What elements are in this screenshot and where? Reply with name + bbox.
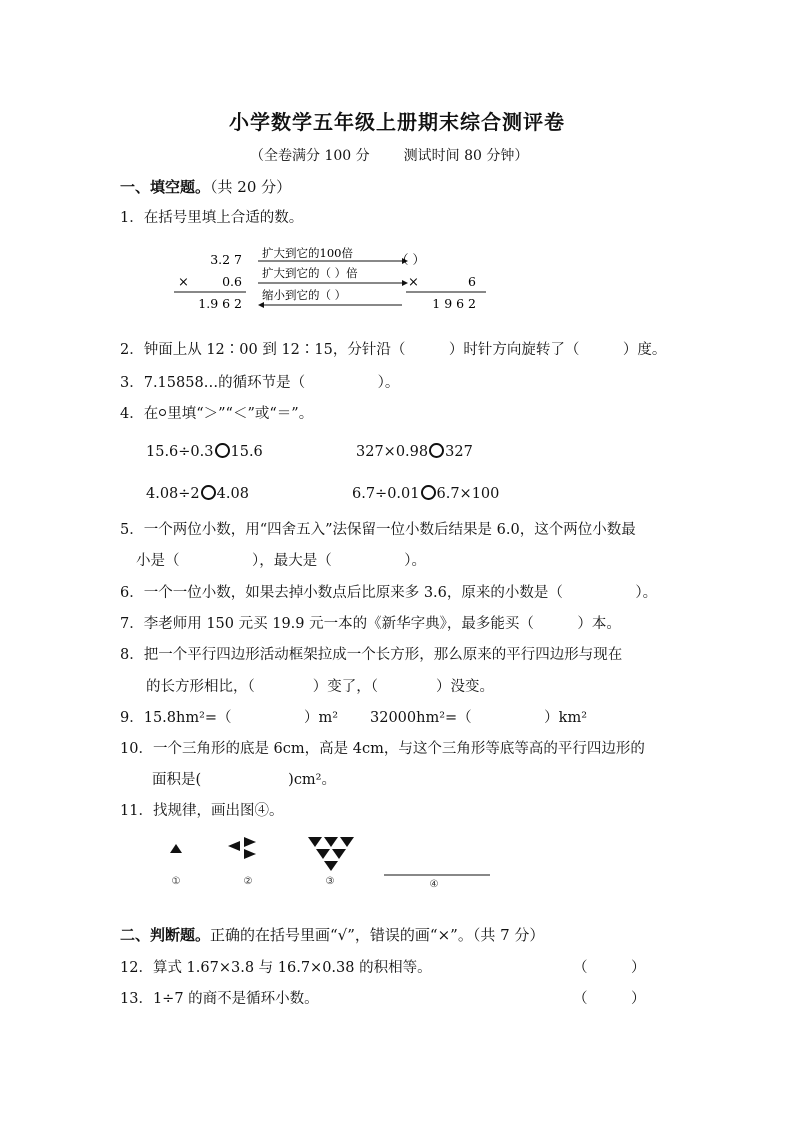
q11-label-3: ③ (325, 876, 335, 887)
question-3: 3．7.15858…的循环节是（ ）。 (120, 375, 400, 391)
section-1-title: 一、填空题。 (120, 178, 211, 196)
q1-arrow3-label: 缩小到它的（ ） (262, 288, 347, 302)
q4-prefix: 4．在 (120, 406, 159, 422)
q4-c-left: 4.08÷2 (146, 486, 200, 502)
q4-c-right: 4.08 (216, 486, 249, 502)
q4-item-b (356, 443, 473, 460)
q11-label-4: ④ (429, 879, 439, 890)
q1-right-result: 1 9 6 2 (432, 296, 476, 311)
question-8-line1: 8．把一个平行四边形活动框架拉成一个长方形，那么原来的平行四边形与现在 (120, 647, 623, 663)
q4-b-left: 327×0.98 (356, 444, 429, 460)
triangle-icon (308, 837, 322, 847)
triangle-icon (228, 841, 240, 851)
circle-icon (159, 409, 166, 416)
q4-item-a (146, 443, 263, 460)
question-6: 6．一个一位小数，如果去掉小数点后比原来多 3.6，原来的小数是（ ）。 (120, 585, 658, 601)
triangle-icon (170, 844, 182, 853)
test-time: 测试时间 80 分钟） (403, 148, 529, 164)
compare-circle-icon[interactable] (215, 443, 230, 458)
q1-arrow3-head (258, 302, 264, 308)
q1-left-mid: 0.6 (222, 274, 242, 289)
q1-right-times: × (408, 275, 419, 290)
exam-info (250, 145, 528, 165)
q11-label-2: ② (243, 876, 253, 887)
triangle-icon (332, 849, 346, 859)
triangle-icon (244, 849, 256, 859)
question-9-part1: 9．15.8hm²=（ ）m² (120, 710, 339, 726)
q4-item-d (352, 485, 499, 502)
page-title: 小学数学五年级上册期末综合测评卷 (229, 110, 565, 134)
q4-d-right: 6.7×100 (436, 486, 500, 502)
q11-label-1: ① (171, 876, 181, 887)
section-2-heading (120, 924, 544, 945)
q12-answer-bracket[interactable]: （ ） (573, 960, 646, 976)
triangle-icon (244, 837, 256, 847)
q11-pattern-figure (160, 832, 500, 894)
section-1-heading (120, 176, 291, 197)
full-score: （全卷满分 100 分 (250, 148, 370, 164)
q1-left-top: 3.2 7 (210, 252, 242, 267)
compare-circle-icon[interactable] (421, 485, 436, 500)
triangle-icon (324, 837, 338, 847)
triangle-icon (324, 861, 338, 871)
question-9-part2: 32000hm²=（ ）km² (370, 710, 588, 726)
question-10-line2: 面积是( )cm²。 (152, 772, 336, 788)
question-5-line1: 5．一个两位小数，用“四舍五入”法保留一位小数后结果是 6.0，这个两位小数最 (120, 522, 636, 538)
q1-diagram (170, 240, 500, 316)
section-1-points: （共 20 分） (210, 178, 292, 196)
compare-circle-icon[interactable] (201, 485, 216, 500)
q1-arrow2-label: 扩大到它的（ ）倍 (262, 266, 358, 280)
section-2-title: 二、判断题。 (120, 926, 211, 944)
q4-item-c (146, 485, 249, 502)
question-12: 12．算式 1.67×3.8 与 16.7×0.38 的积相等。 (120, 960, 432, 976)
q4-b-right: 327 (445, 444, 473, 460)
compare-circle-icon[interactable] (429, 443, 444, 458)
q1-right-mid: 6 (468, 274, 476, 289)
question-11: 11．找规律，画出图④。 (120, 803, 284, 819)
q4-d-left: 6.7÷0.01 (352, 486, 420, 502)
section-2-instructions: 正确的在括号里画“√”，错误的画“×”。（共 7 分） (210, 926, 545, 944)
question-4 (120, 402, 313, 423)
triangle-icon (340, 837, 354, 847)
question-5-line2: 小是（ ），最大是（ ）。 (136, 553, 426, 569)
q4-a-left: 15.6÷0.3 (146, 444, 214, 460)
q1-arrow1-label: 扩大到它的100倍 (262, 246, 353, 260)
q13-answer-bracket[interactable]: （ ） (573, 991, 646, 1007)
question-8-line2: 的长方形相比，（ ）变了，（ ）没变。 (146, 679, 494, 695)
question-10-line1: 10．一个三角形的底是 6cm，高是 4cm，与这个三角形等底等高的平行四边形的 (120, 741, 645, 757)
question-7: 7．李老师用 150 元买 19.9 元一本的《新华字典》，最多能买（ ）本。 (120, 616, 621, 632)
question-2: 2．钟面上从 12∶00 到 12∶15，分针沿（ ）时针方向旋转了（ ）度。 (120, 342, 667, 358)
q1-right-top: （ ） (396, 252, 425, 267)
q1-left-times: × (178, 275, 189, 290)
q4-a-right: 15.6 (230, 444, 263, 460)
question-1: 1．在括号里填上合适的数。 (120, 210, 304, 226)
triangle-icon (316, 849, 330, 859)
q1-left-result: 1.9 6 2 (198, 296, 242, 311)
question-13: 13．1÷7 的商不是循环小数。 (120, 991, 319, 1007)
q4-suffix: 里填“＞”“＜”或“＝”。 (167, 406, 314, 422)
